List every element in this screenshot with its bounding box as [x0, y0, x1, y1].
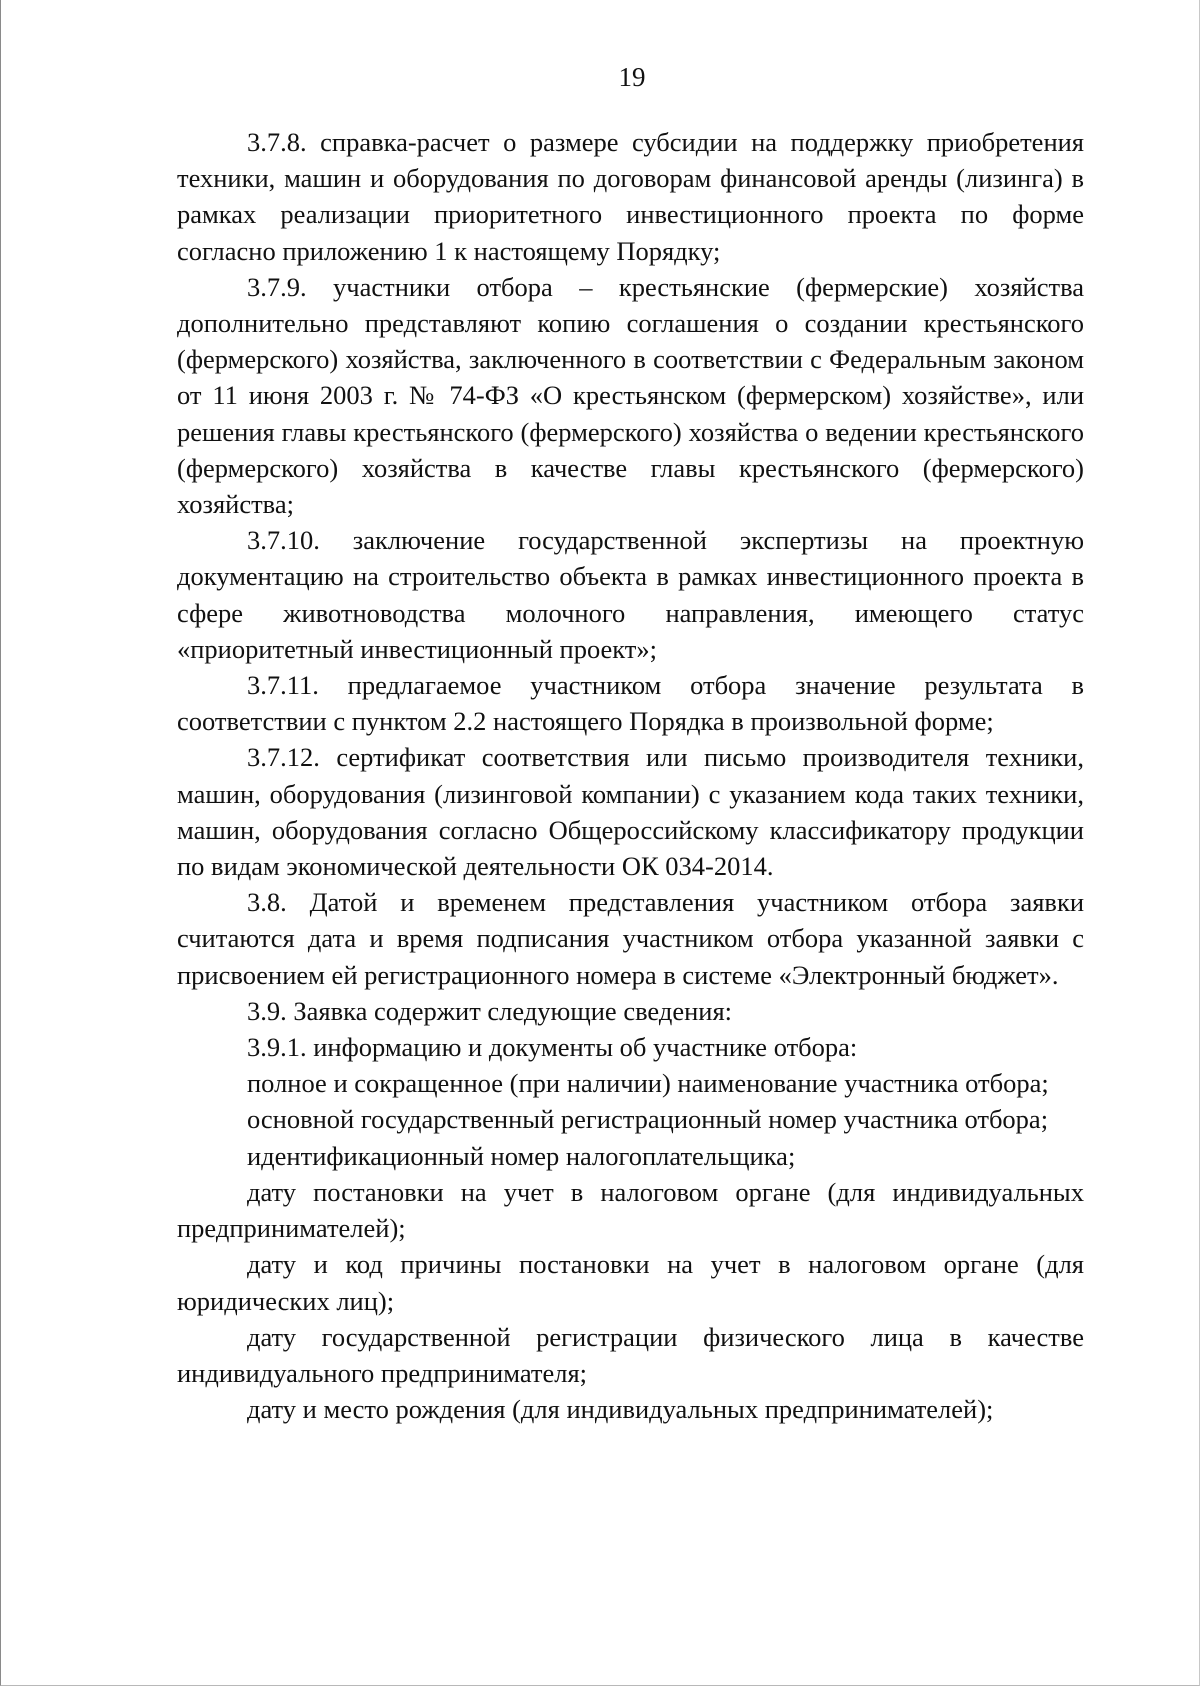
list-item-ip-registration-date: дату государственной регистрации физического лица в качестве индивидуального предпринимателя; [177, 1321, 1084, 1388]
paragraph-3-7-11: 3.7.11. предлагаемое участником отбора значение результата в соответствии с пунктом 2.2 настоящего Порядка в произвольной форме; [177, 670, 1084, 737]
paragraph-3-7-12: 3.7.12. сертификат соответствия или письмо производителя техники, машин, оборудования (лизинговой компании) с указанием кода таких техники, машин, оборудования согласно Общероссийскому классификатору продукции по видам экономической деятельности ОК 034-2014. [177, 742, 1084, 882]
list-item-birth-date-place: дату и место рождения (для индивидуальных предпринимателей); [247, 1394, 994, 1425]
paragraph-3-9-1: 3.9.1. информацию и документы об участнике отбора: [247, 1032, 858, 1063]
paragraph-3-7-9: 3.7.9. участники отбора – крестьянские (фермерские) хозяйства дополнительно представляют копию соглашения о создании крестьянского (фермерского) хозяйства, заключенного в соответствии с Федеральным законом от 11 июня 2003 г. № 74-ФЗ «О крестьянском (фермерском) хозяйстве», или решения главы крестьянского (фермерского) хозяйства о ведении крестьянского (фермерского) хозяйства в качестве главы крестьянского (фермерского) хозяйства; [177, 271, 1084, 520]
document-body [177, 124, 1084, 1427]
list-item-ogrn: основной государственный регистрационный номер участника отбора; [247, 1104, 1049, 1135]
list-item-kpp: дату и код причины постановки на учет в налоговом органе (для юридических лиц); [177, 1249, 1084, 1316]
paragraph-3-7-8: 3.7.8. справка-расчет о размере субсидии на поддержку приобретения техники, машин и оборудования по договорам финансовой аренды (лизинга) в рамках реализации приоритетного инвестиционного проекта по форме согласно приложению 1 к настоящему Порядку; [177, 127, 1084, 266]
page-number: 19 [618, 62, 646, 92]
paragraph-3-9: 3.9. Заявка содержит следующие сведения: [247, 995, 733, 1026]
list-item-full-name: полное и сокращенное (при наличии) наименование участника отбора; [247, 1068, 1049, 1099]
paragraph-3-7-10: 3.7.10. заключение государственной экспертизы на проектную документацию на строительство объекта в рамках инвестиционного проекта в сфере животноводства молочного направления, имеющего статус «приоритетный инвестиционный проект»; [177, 525, 1084, 664]
list-item-tax-registration-date: дату постановки на учет в налоговом органе (для индивидуальных предпринимателей); [177, 1176, 1084, 1244]
paragraph-3-8: 3.8. Датой и временем представления участником отбора заявки считаются дата и время подписания участником отбора указанной заявки с присвоением ей регистрационного номера в системе «Электронный бюджет». [177, 887, 1084, 990]
list-item-inn: идентификационный номер налогоплательщика; [247, 1140, 796, 1171]
